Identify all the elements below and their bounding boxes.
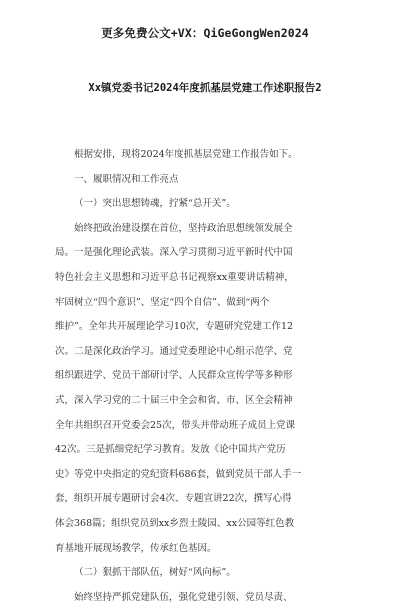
body-line: 套，组织开展专题研讨会4次、专题宣讲22次，撰写心得 [55,493,292,505]
body-line: 始终把政治建设摆在首位，坚持政治思想统领发展全 [74,222,293,234]
body-line: （二）狠抓干部队伍，树好“风向标”。 [74,567,236,579]
body-line: 全年共组织召开党委会25次，带头并带动班子成员上党课 [55,419,296,431]
body-line: 局。一是强化理论武装。深入学习贯彻习近平新时代中国 [55,247,293,259]
body-line: 育基地开展现场教学，传承红色基因。 [55,542,217,554]
document-title: Xx镇党委书记2024年度抓基层党建工作述职报告2 [88,82,322,94]
body-line: 体会368篇；组织党员到xx乡烈士陵园、xx公园等红色教 [55,517,295,529]
body-line: 42次。三是抓细党纪学习教育。发放《论中国共产党历 [55,444,286,456]
body-line: 始终坚持严抓党建队伍，强化党建引领、党员尽责、 [74,591,293,603]
body-line: 特色社会主义思想和习近平总书记视察xx重要讲话精神， [55,271,294,283]
body-line: 根据安排，现将2024年度抓基层党建工作报告如下。 [74,149,298,160]
body-line: 一、履职情况和工作亮点 [74,173,179,185]
document-body [55,143,355,610]
body-line: 史》等党中央指定的党纪资料686套，做到党员干部人手一 [55,468,302,480]
promo-banner: 更多免费公文+VX：QiGeGongWen2024 [101,26,309,40]
body-line: 组织跟进学、党员干部研讨学、人民群众宣传学等多种形 [55,370,293,382]
body-line: 次。二是深化政治学习。通过党委理论中心组示范学、党 [55,345,293,357]
body-line: （一）突出思想铸魂，拧紧“总开关”。 [74,198,236,210]
body-line: 牢固树立“四个意识”、坚定“四个自信”、做到“两个 [55,296,270,308]
body-line: 式，深入学习党的二十届三中全会和省、市、区全会精神 [55,394,293,406]
body-line: 维护”。全年共开展理论学习10次，专题研究党建工作12 [55,321,294,333]
